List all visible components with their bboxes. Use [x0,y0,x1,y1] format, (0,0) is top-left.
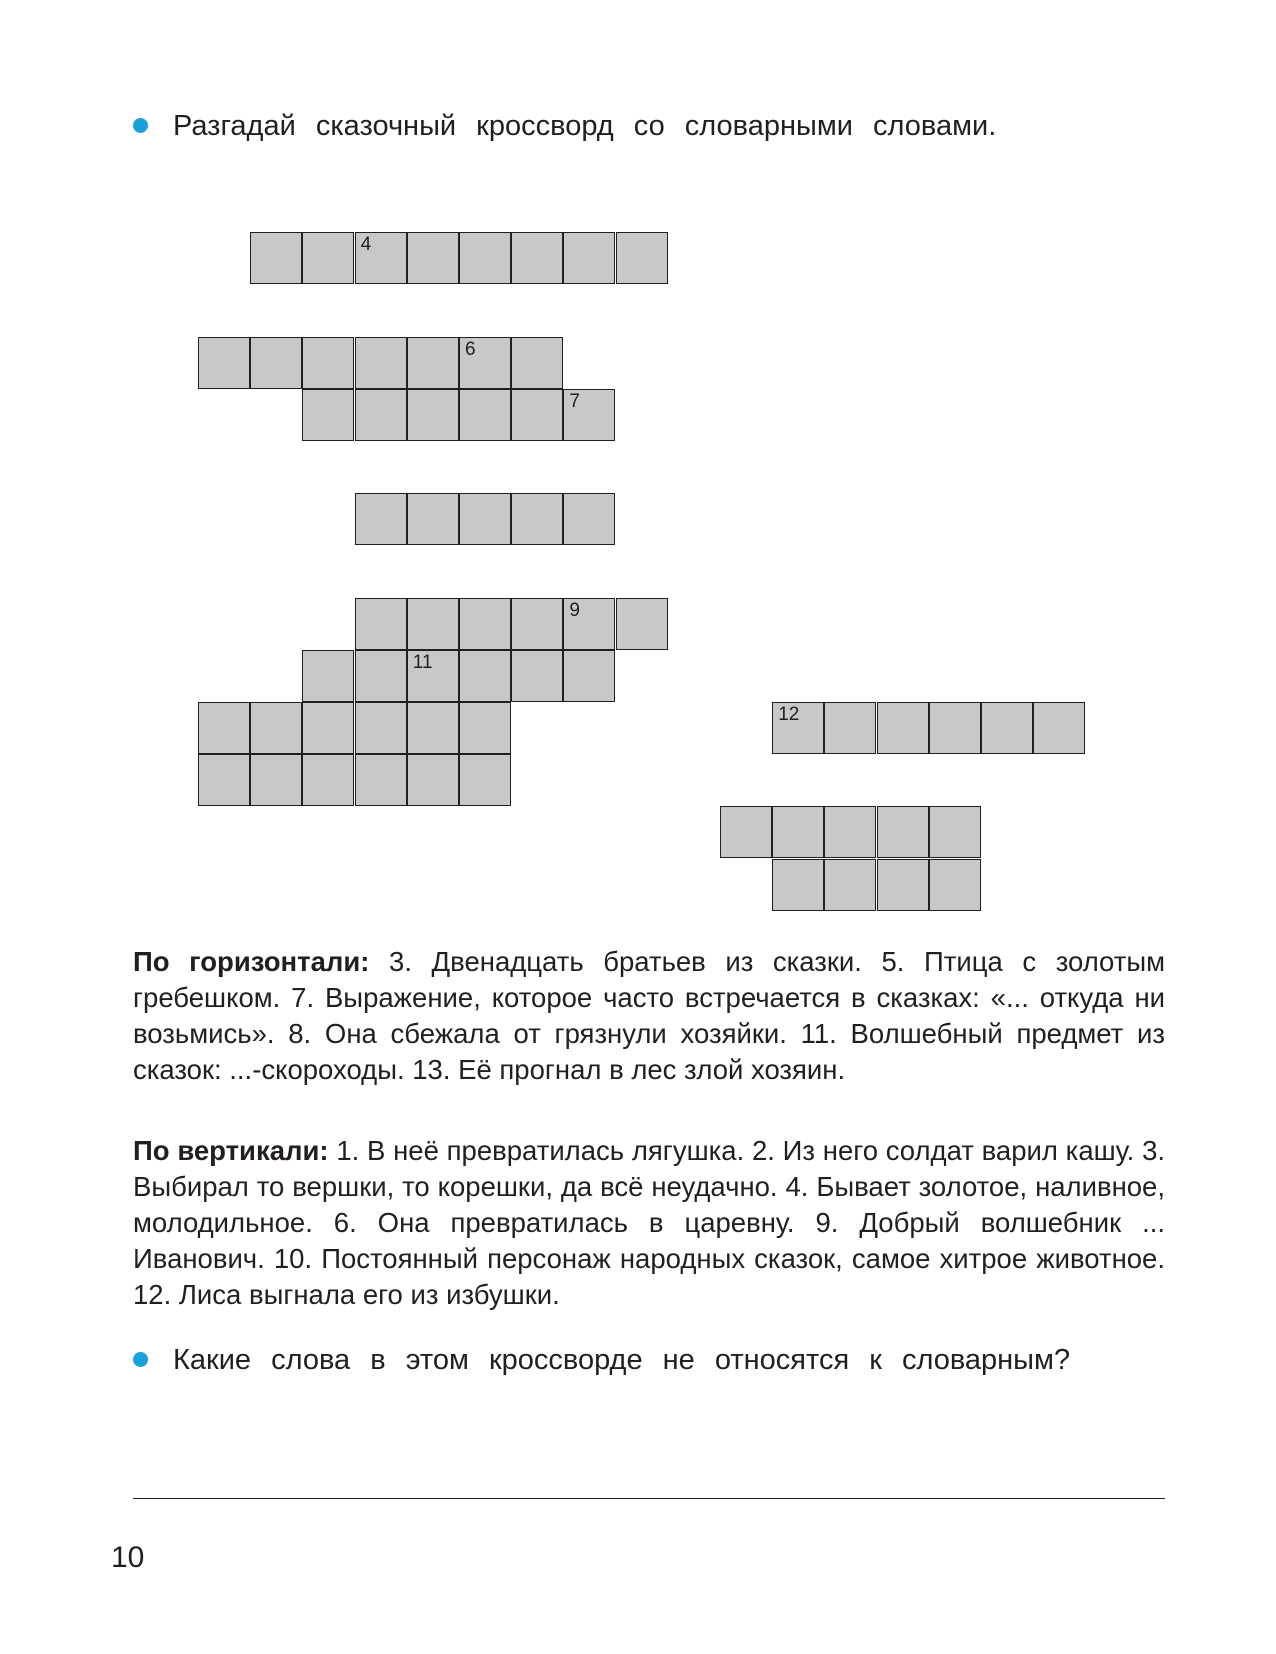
crossword-cell[interactable] [355,232,407,284]
crossword-cell[interactable] [250,337,302,389]
crossword-cell[interactable] [929,859,981,911]
crossword-cell[interactable] [407,702,459,754]
crossword-cell[interactable] [459,702,511,754]
crossword-cell[interactable] [459,598,511,650]
page-number: 10 [111,1541,145,1574]
crossword-cell[interactable] [302,389,354,441]
crossword-cell[interactable] [563,493,615,545]
clues-down-heading: По вертикали: [133,1135,329,1166]
crossword-cell[interactable] [929,806,981,858]
crossword-cell[interactable] [563,389,615,441]
crossword-cell[interactable] [302,702,354,754]
crossword-cell[interactable] [1033,702,1085,754]
clues-down [133,1133,1165,1313]
crossword-cell[interactable] [511,650,563,702]
bullet-icon [133,1352,148,1367]
crossword-cell[interactable] [355,337,407,389]
crossword-cell[interactable] [459,493,511,545]
crossword-cell[interactable] [459,389,511,441]
crossword-cell[interactable] [563,650,615,702]
crossword-cell[interactable] [407,337,459,389]
answer-line[interactable] [133,1498,1165,1499]
crossword-cell[interactable] [511,598,563,650]
crossword-cell[interactable] [355,754,407,806]
crossword-cell[interactable] [407,650,459,702]
crossword-cell[interactable] [355,389,407,441]
crossword-cell[interactable] [511,337,563,389]
crossword-cell[interactable] [407,493,459,545]
crossword-cell[interactable] [459,650,511,702]
crossword-cell[interactable] [355,650,407,702]
crossword-cell[interactable] [772,859,824,911]
crossword-cell[interactable] [198,754,250,806]
crossword-cell[interactable] [616,232,668,284]
crossword-cell[interactable] [302,754,354,806]
cell-number: 11 [412,651,433,673]
crossword-cell[interactable] [302,337,354,389]
crossword-cell[interactable] [824,806,876,858]
crossword-cell[interactable] [511,232,563,284]
crossword-cell[interactable] [877,859,929,911]
crossword-cell[interactable] [511,389,563,441]
clues-across-heading: По горизонтали: [133,946,370,977]
cell-number: 12 [778,704,800,725]
crossword-cell[interactable] [720,806,772,858]
clues-down-text: 1. В неё превратилась лягушка. 2. Из него солдат варил кашу. 3. Выбирал то вершки, то корешки, да всё неудачно. 4. Бывает золотое, наливное, молодильное. 6. Она превратилась в царевну. 9. Добрый волшебник ... Иванович. 10. Постоянный персонаж народных сказок, самое хитрое животное. 12. Лиса выгнала его из избушки. [133,1135,1166,1310]
crossword-cell[interactable] [302,232,354,284]
crossword-cell[interactable] [616,598,668,650]
crossword-cell[interactable] [250,754,302,806]
crossword-cell[interactable] [877,806,929,858]
crossword-cell[interactable] [355,702,407,754]
task-instruction-text: Разгадай сказочный кроссворд со словарными словами. [173,110,997,142]
crossword-cell[interactable] [355,493,407,545]
crossword-cell[interactable] [407,232,459,284]
crossword-cell[interactable] [459,337,511,389]
crossword-cell[interactable] [563,598,615,650]
cell-number: 9 [569,599,580,621]
crossword-cell[interactable] [250,232,302,284]
crossword-cell[interactable] [459,754,511,806]
crossword-cell[interactable] [511,493,563,545]
cell-number: 7 [569,390,580,412]
crossword-cell[interactable] [981,702,1033,754]
crossword-cell[interactable] [877,702,929,754]
crossword-cell[interactable] [355,598,407,650]
cell-number: 4 [360,234,372,256]
crossword-cell[interactable] [407,598,459,650]
crossword-cell[interactable] [198,702,250,754]
crossword-cell[interactable] [407,754,459,806]
crossword-cell[interactable] [250,702,302,754]
crossword-cell[interactable] [198,337,250,389]
crossword-cell[interactable] [824,859,876,911]
task-question-text: Какие слова в этом кроссворде не относятся к словарным? [173,1344,1071,1376]
crossword-cell[interactable] [407,389,459,441]
clues-across-text: 3. Двенадцать братьев из сказки. 5. Птица с золотым гребешком. 7. Выражение, которое часто встречается в сказках: «... откуда ни возьмись». 8. Она сбежала от грязнули хозяйки. 11. Волшебный предмет из сказок: ...-скороходы. 13. Её прогнал в лес злой хозяин. [133,946,1166,1085]
crossword-cell[interactable] [929,702,981,754]
cell-number: 6 [465,338,476,360]
clues-across [133,944,1165,1088]
crossword-cell[interactable] [302,650,354,702]
crossword-cell[interactable] [563,232,615,284]
crossword-cell[interactable] [772,702,824,754]
crossword-cell[interactable] [459,232,511,284]
crossword-cell[interactable] [824,702,876,754]
task-question-bottom [133,1338,1163,1382]
crossword-cell[interactable] [772,806,824,858]
